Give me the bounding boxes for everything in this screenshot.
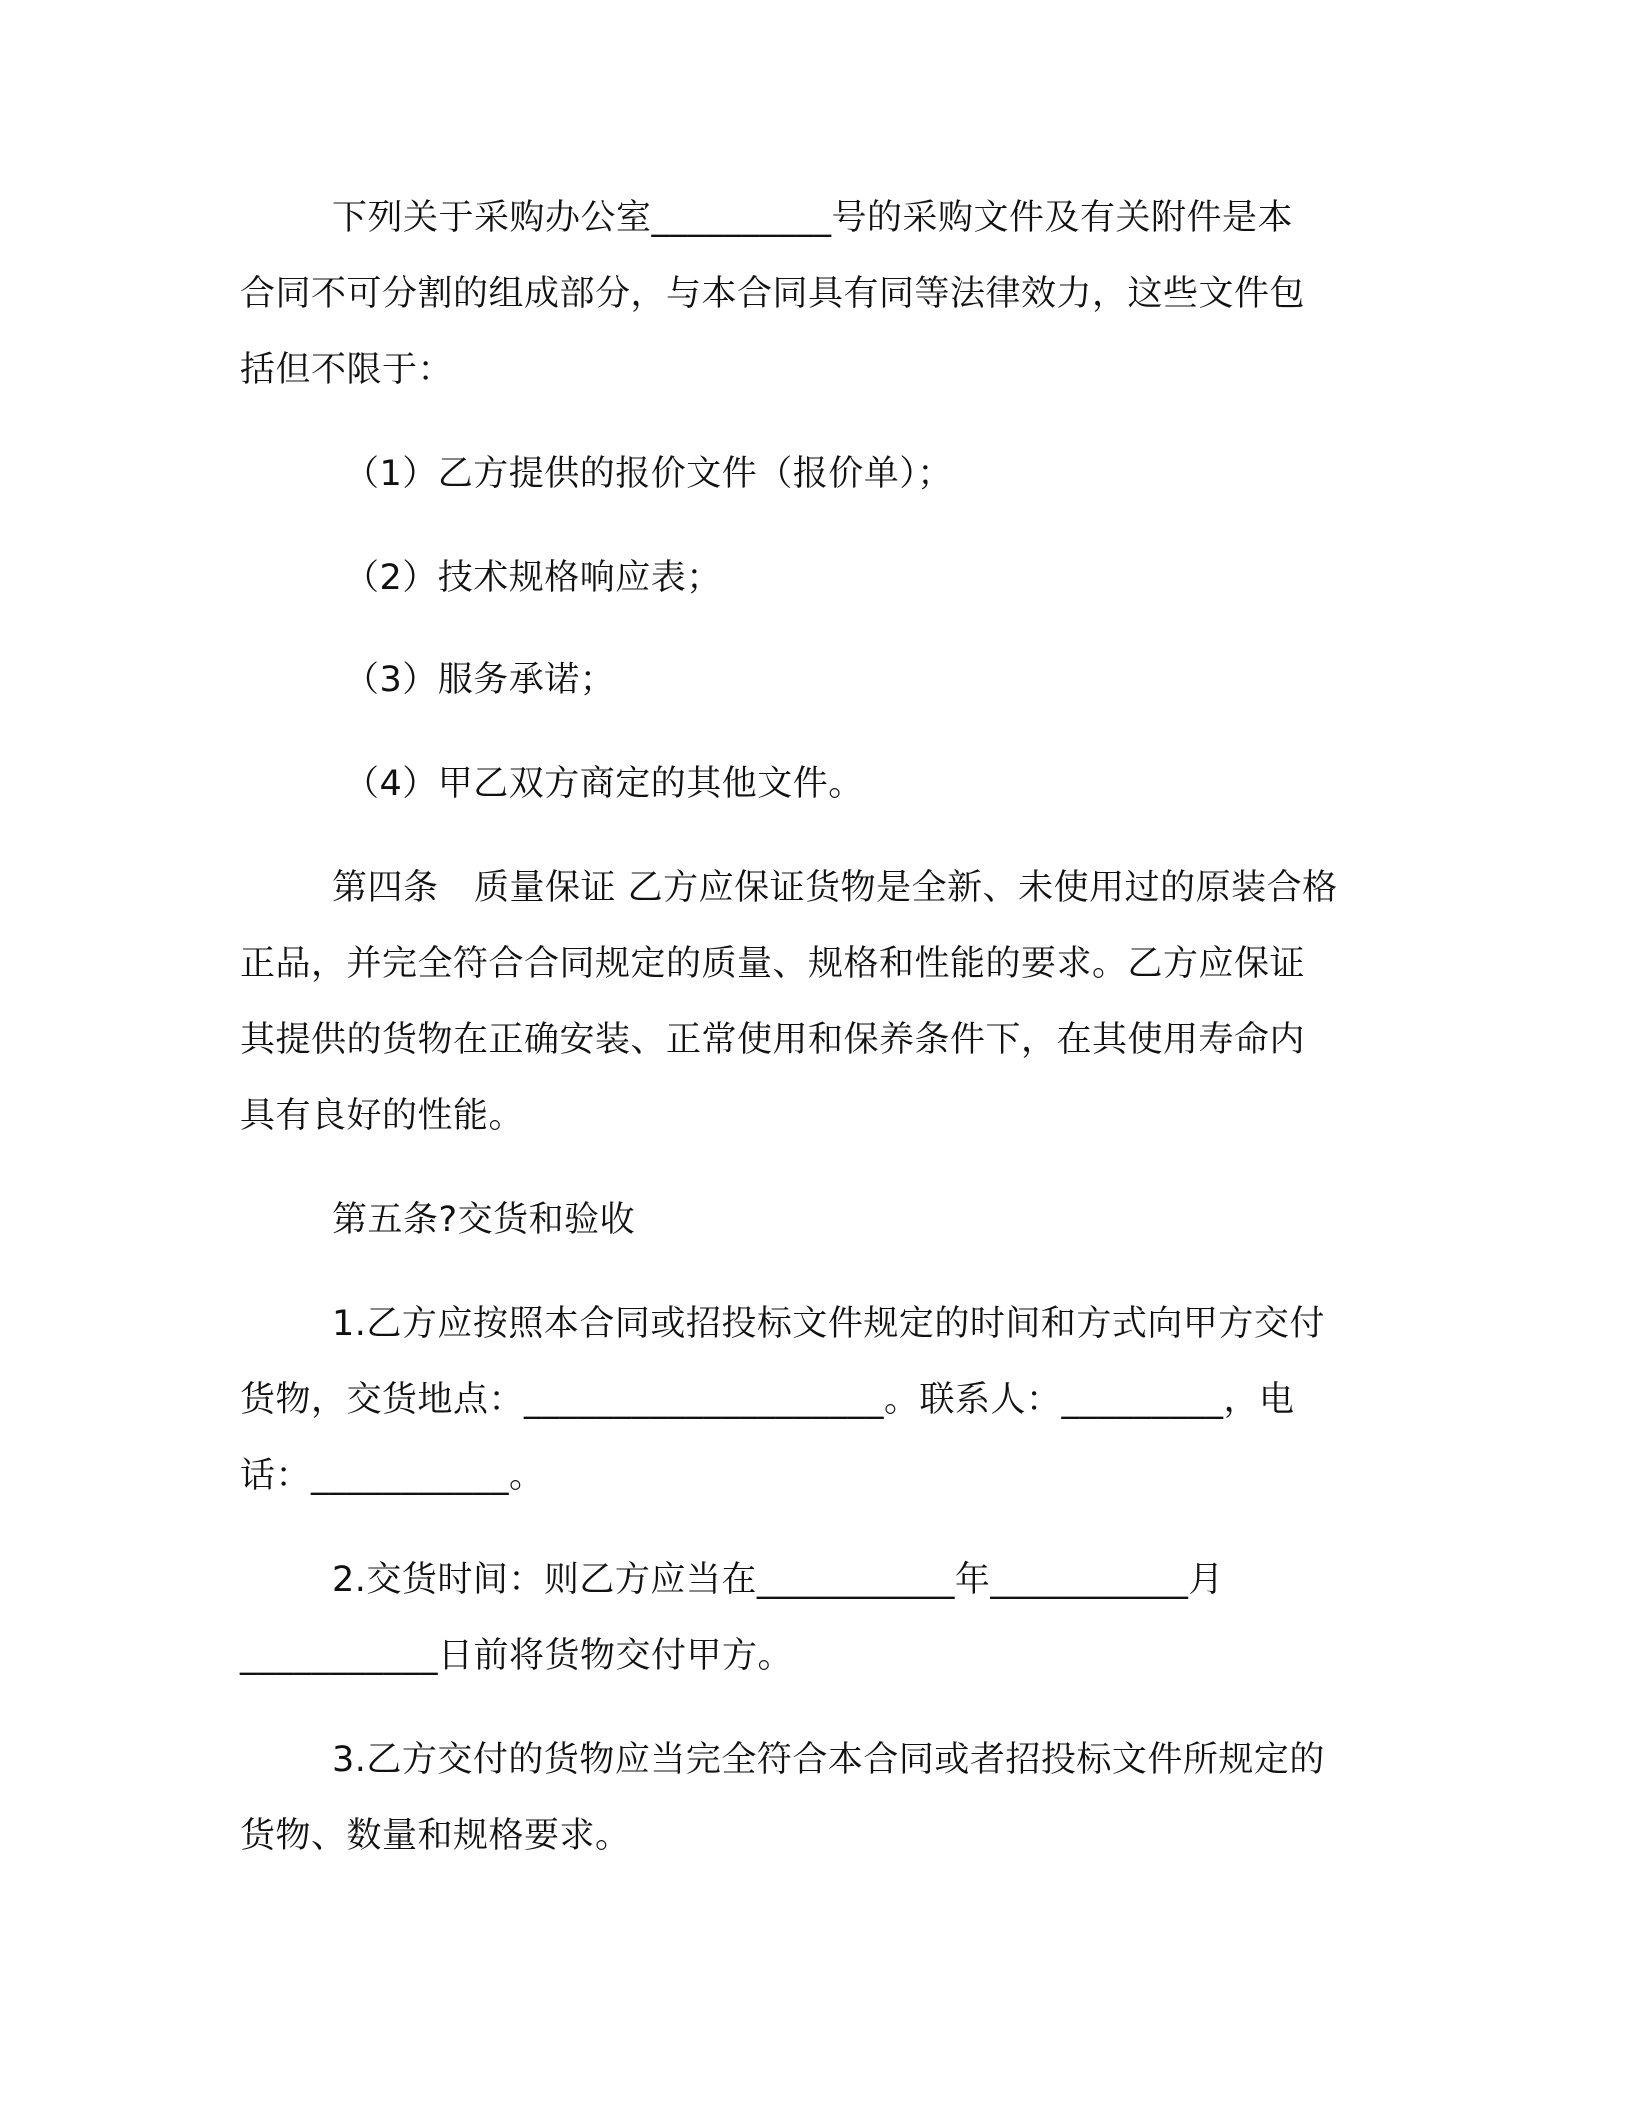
article4-line-3: 其提供的货物在正确安装、正常使用和保养条件下，在其使用寿命内 [240,1020,1306,1060]
clause2-line-1: 2.交货时间：则乙方应当在___________年___________月 [332,1560,1224,1600]
list-item-2: （2）技术规格响应表； [344,558,722,598]
clause2-line-2: ___________日前将货物交付甲方。 [240,1636,794,1676]
intro-line-3: 括但不限于： [240,350,454,390]
article4-line-4: 具有良好的性能。 [240,1096,525,1136]
intro-line-2: 合同不可分割的组成部分，与本合同具有同等法律效力，这些文件包 [240,274,1306,314]
list-item-4: （4）甲乙双方商定的其他文件。 [344,764,864,804]
article5-heading: 第五条?交货和验收 [332,1200,636,1240]
clause3-line-1: 3.乙方交付的货物应当完全符合本合同或者招投标文件所规定的 [332,1740,1325,1780]
clause1-line-2: 货物，交货地点：____________________。联系人：_________，电 [240,1380,1295,1420]
clause1-line-3: 话：___________。 [240,1456,545,1496]
list-item-3: （3）服务承诺； [344,660,616,700]
article4-line-1: 第四条 质量保证 乙方应保证货物是全新、未使用过的原装合格 [332,868,1338,908]
article4-line-2: 正品，并完全符合合同规定的质量、规格和性能的要求。乙方应保证 [240,944,1306,984]
clause1-line-1: 1.乙方应按照本合同或招投标文件规定的时间和方式向甲方交付 [332,1304,1325,1344]
clause3-line-2: 货物、数量和规格要求。 [240,1816,631,1856]
list-item-1: （1）乙方提供的报价文件（报价单）； [344,454,953,494]
intro-line-1: 下列关于采购办公室__________号的采购文件及有关附件是本 [332,198,1294,238]
